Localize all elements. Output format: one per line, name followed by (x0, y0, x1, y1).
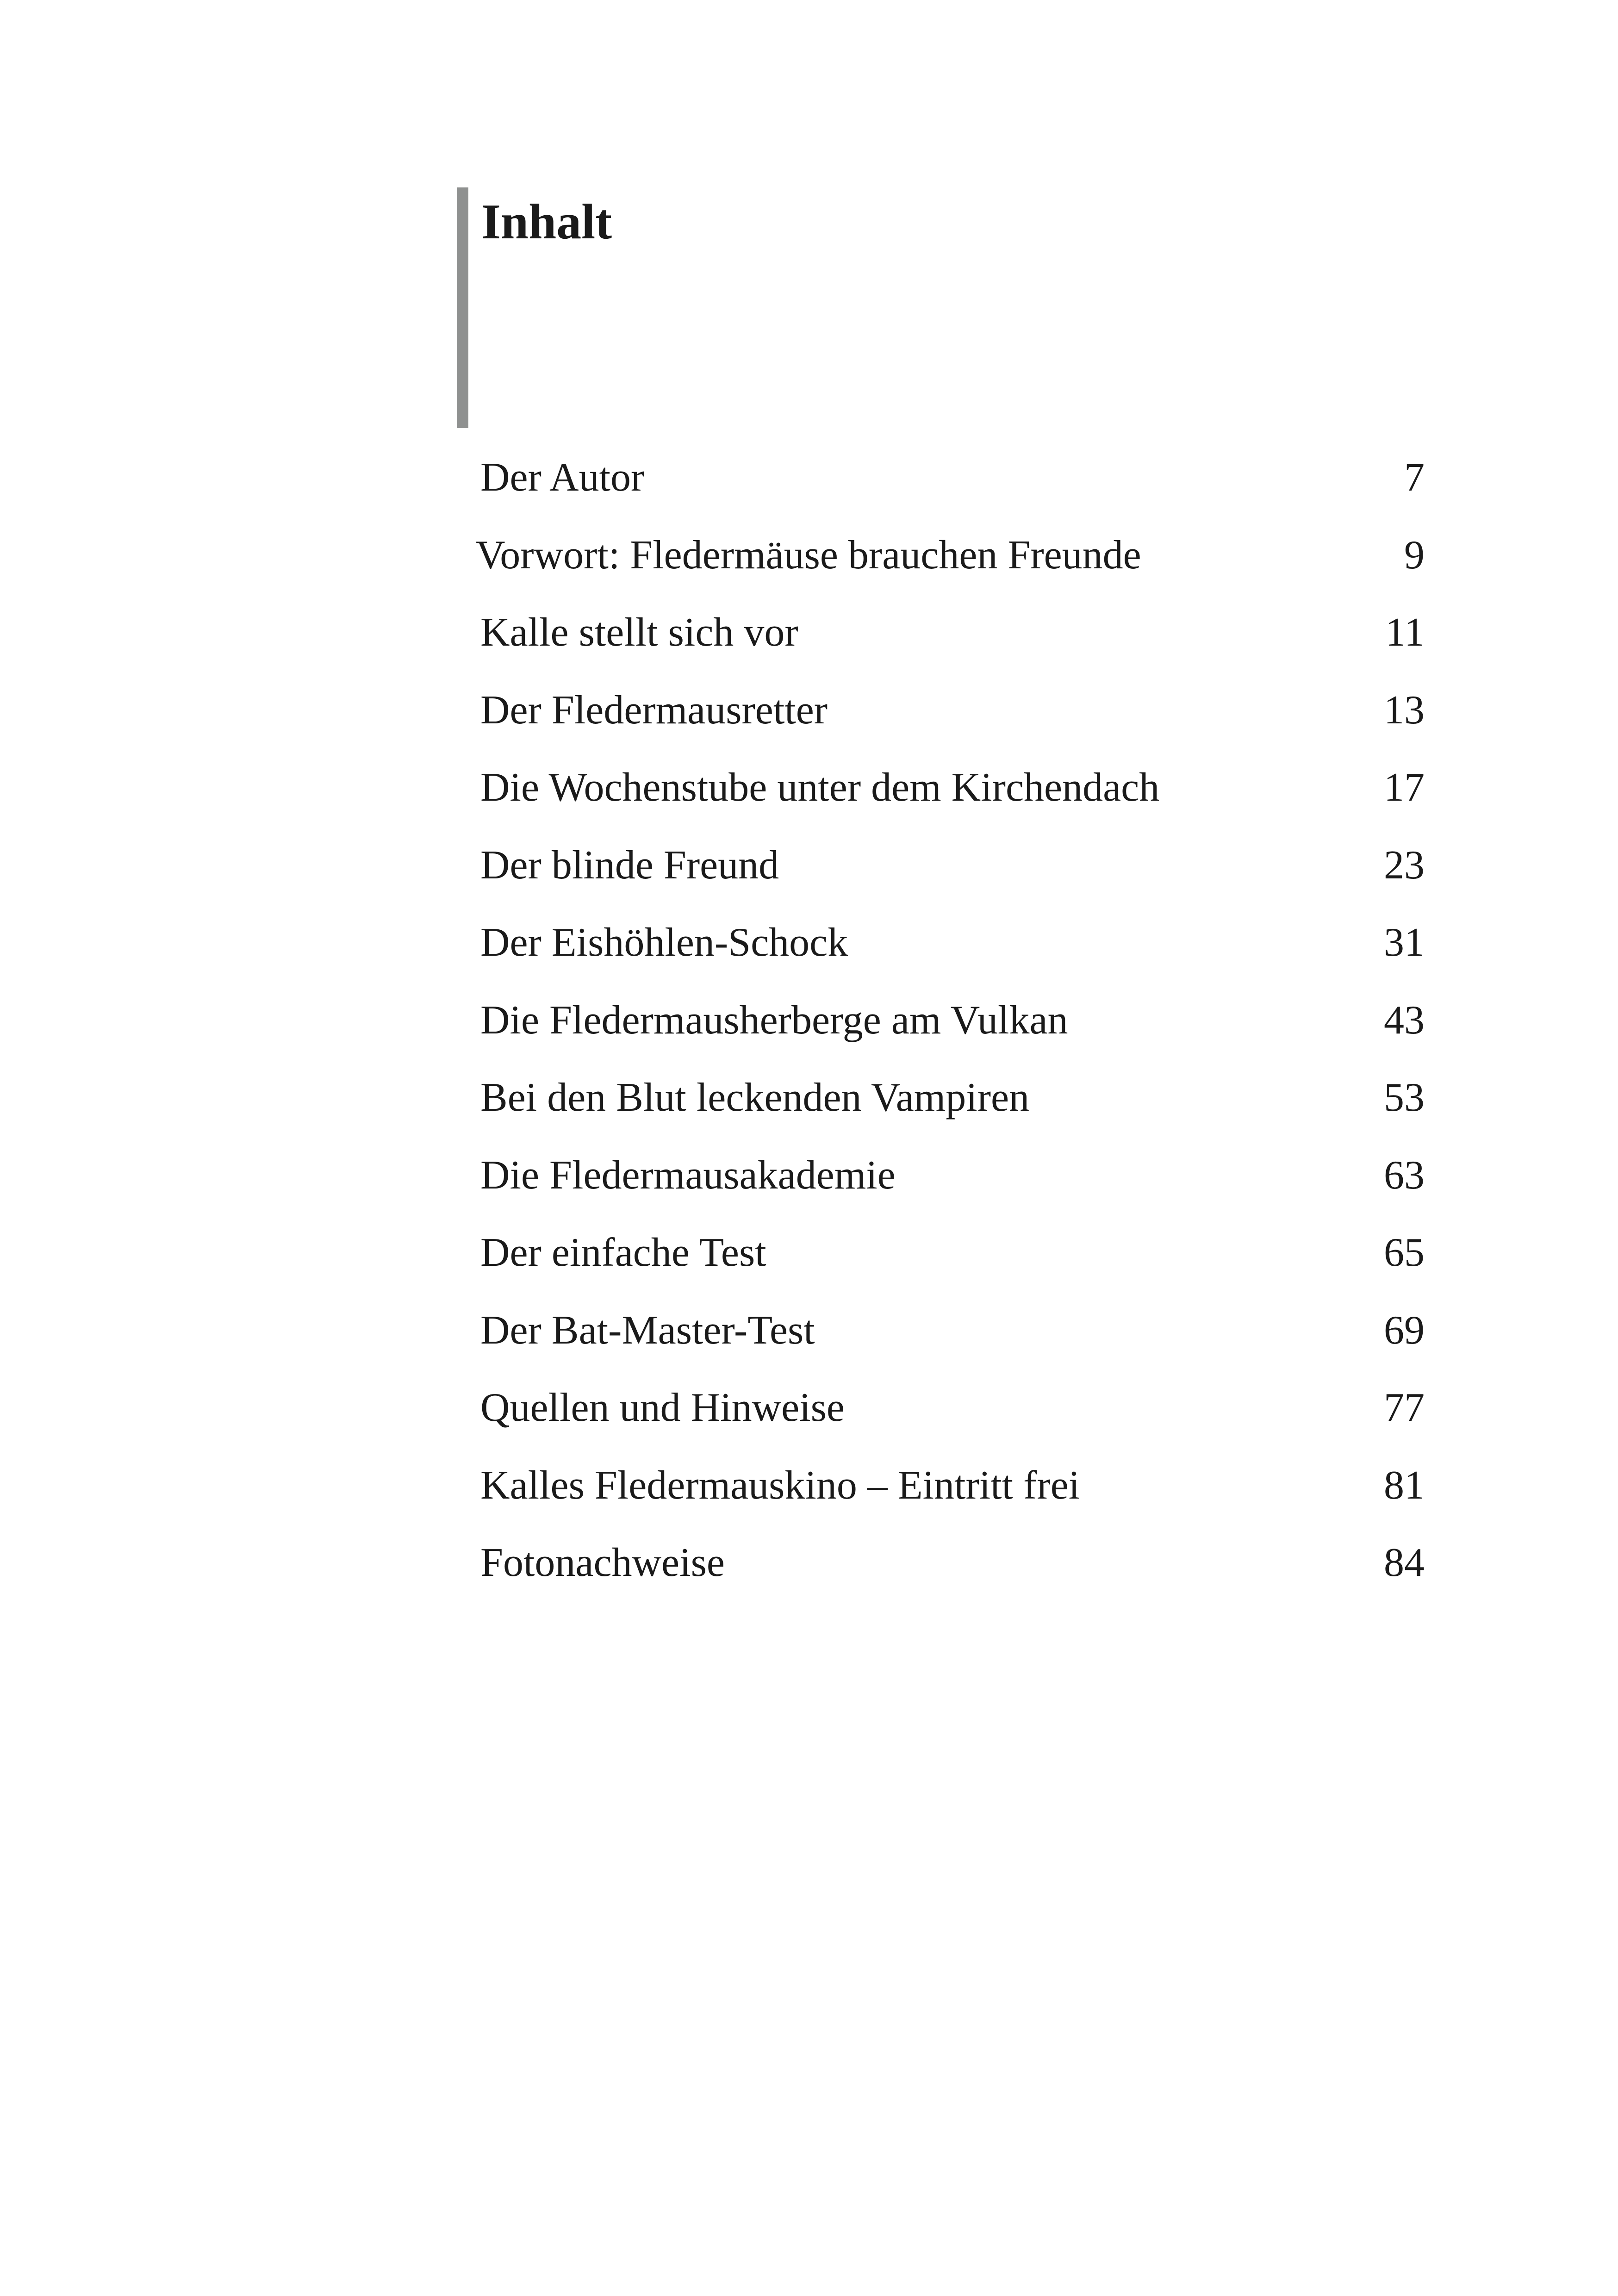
toc-entry-vorwort (476, 523, 1425, 601)
toc-entry-bat-master-test (480, 1298, 1425, 1376)
toc-entry-page: 7 (1404, 455, 1425, 500)
toc-entry-quellen-und-hinweise (480, 1375, 1425, 1453)
toc-entry-title: Vorwort: Fledermäuse brauchen Freunde (476, 532, 1141, 578)
toc-entry-title: Der Eishöhlen-Schock (480, 920, 848, 965)
toc-entry-page: 65 (1384, 1230, 1425, 1275)
toc-entry-fledermausakademie (480, 1143, 1425, 1221)
toc-entry-der-fledermausretter (480, 678, 1425, 756)
toc-entry-kalle-stellt-sich-vor (480, 600, 1425, 678)
toc-entry-page: 53 (1384, 1075, 1425, 1120)
toc-entry-page: 84 (1384, 1540, 1425, 1585)
toc-entry-page: 43 (1384, 997, 1425, 1043)
toc-entry-title: Der Autor (480, 455, 645, 500)
toc-entry-title: Der Fledermausretter (480, 687, 828, 733)
toc-entry-fledermausherberge (480, 988, 1425, 1066)
toc-entry-page: 17 (1384, 765, 1425, 810)
toc-entry-page: 77 (1384, 1385, 1425, 1430)
toc-entry-der-einfache-test (480, 1220, 1425, 1298)
toc-entry-eishoehlen-schock (480, 910, 1425, 988)
toc-entry-fledermauskino (480, 1453, 1425, 1531)
toc-entry-fotonachweise (480, 1531, 1425, 1608)
toc-entry-page: 13 (1384, 687, 1425, 733)
toc-entry-title: Die Fledermausakademie (480, 1152, 896, 1198)
toc-entry-page: 63 (1384, 1152, 1425, 1198)
toc-entry-title: Kalle stellt sich vor (480, 610, 798, 655)
toc-entry-page: 81 (1384, 1462, 1425, 1508)
toc-entry-vampiren (480, 1065, 1425, 1143)
toc-entry-title: Bei den Blut leckenden Vampiren (480, 1075, 1030, 1120)
toc-entry-der-autor (480, 445, 1425, 523)
toc-entry-page: 23 (1384, 842, 1425, 888)
toc-entry-title: Kalles Fledermauskino – Eintritt frei (480, 1462, 1080, 1508)
toc-entry-page: 11 (1385, 610, 1425, 655)
toc-entry-page: 9 (1404, 532, 1425, 578)
toc-entry-title: Der blinde Freund (480, 842, 779, 888)
toc-entry-wochenstube (480, 755, 1425, 833)
toc-entry-title: Die Wochenstube unter dem Kirchendach (480, 765, 1160, 810)
toc-entry-title: Der einfache Test (480, 1230, 766, 1275)
table-of-contents (476, 445, 1425, 1608)
heading-accent-bar (457, 187, 468, 428)
page-title: Inhalt (481, 194, 612, 249)
toc-entry-page: 31 (1384, 920, 1425, 965)
toc-entry-title: Der Bat-Master-Test (480, 1307, 815, 1353)
toc-entry-title: Fotonachweise (480, 1540, 725, 1585)
toc-entry-title: Die Fledermausherberge am Vulkan (480, 997, 1068, 1043)
toc-entry-title: Quellen und Hinweise (480, 1385, 845, 1430)
toc-entry-der-blinde-freund (480, 833, 1425, 911)
toc-entry-page: 69 (1384, 1307, 1425, 1353)
